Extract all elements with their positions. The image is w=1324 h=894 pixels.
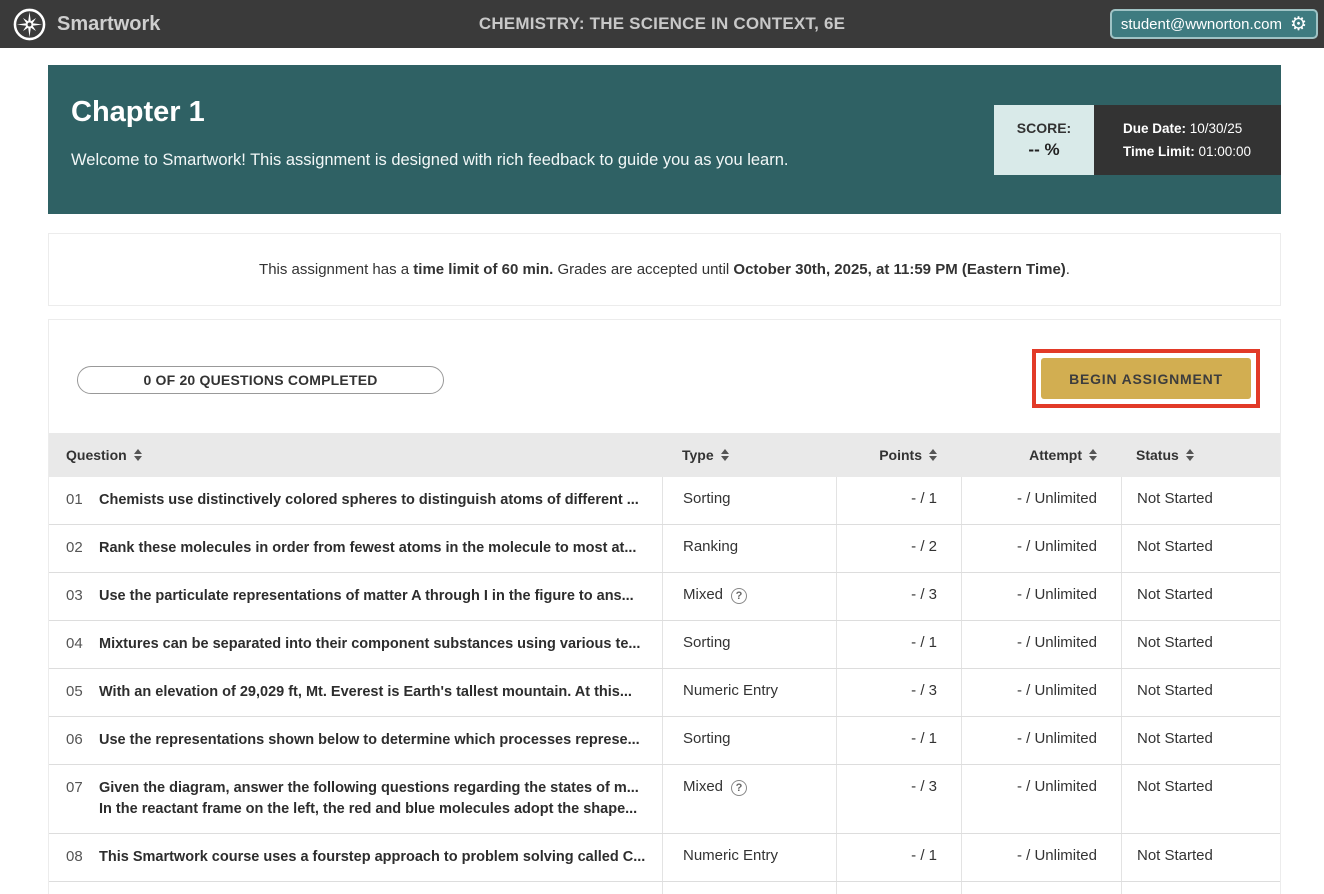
brand-name: Smartwork [57,12,161,35]
question-number: 07 [66,779,83,796]
info-due-date: October 30th, 2025, at 11:59 PM (Eastern Time) [733,261,1066,278]
question-link[interactable]: This Smartwork course uses a fourstep approach to problem solving called C... [99,849,646,865]
assignment-panel [48,319,1281,894]
question-status: Not Started [1121,573,1280,620]
question-points: - / 1 [836,834,961,881]
question-status: Not Started [1121,621,1280,668]
question-type: Sorting [683,634,731,651]
column-label-points: Points [879,447,922,463]
time-limit-line [1123,144,1281,159]
question-attempt: - / Unlimited [961,477,1121,524]
question-link[interactable]: Use the particulate representations of matter A through I in the figure to ans... [99,588,634,604]
question-attempt: - / Unlimited [961,717,1121,764]
question-link[interactable]: Given the diagram, answer the following questions regarding the states of m... [99,780,639,796]
question-type: Sorting [683,490,731,507]
column-label-type: Type [682,447,714,463]
time-limit-value: 01:00:00 [1194,144,1252,159]
begin-assignment-button[interactable]: BEGIN ASSIGNMENT [1041,358,1251,399]
question-status: Not Started [1121,834,1280,881]
assignment-header [48,65,1281,214]
due-date-value: 10/30/25 [1186,121,1243,136]
assignment-description: Welcome to Smartwork! This assignment is designed with rich feedback to guide you as you learn. [71,151,789,169]
question-type: Sorting [683,730,731,747]
table-row [49,525,1280,573]
question-status: Not Started [1121,717,1280,764]
question-number: 03 [66,587,83,604]
top-bar [0,0,1324,48]
help-icon[interactable]: ? [731,780,747,796]
page-title: Chapter 1 [71,96,205,128]
question-points: - / 1 [836,621,961,668]
question-type: Ranking [683,538,739,555]
info-text-middle: Grades are accepted until [553,261,734,278]
question-link[interactable]: Mixtures can be separated into their component substances using various te... [99,636,641,652]
question-number: 01 [66,491,83,508]
due-date-line [1123,121,1281,136]
progress-pill: 0 OF 20 QUESTIONS COMPLETED [77,366,444,394]
score-value: -- % [1028,140,1060,159]
column-label-status: Status [1136,447,1179,463]
question-attempt: - / Unlimited [961,621,1121,668]
question-points: - / 3 [836,573,961,620]
question-attempt: - / Unlimited [961,669,1121,716]
info-time-limit: time limit of 60 min. [413,261,554,278]
info-banner [48,233,1281,306]
due-info-box [1094,105,1281,175]
question-points: - / 1 [836,477,961,524]
help-icon[interactable]: ? [731,588,747,604]
table-header [49,433,1280,477]
question-attempt: - / Unlimited [961,834,1121,881]
column-header-question[interactable] [49,447,662,463]
sort-icon [721,449,729,461]
question-status: Not Started [1121,525,1280,572]
info-text-prefix: This assignment has a [259,261,414,278]
score-box [994,105,1094,175]
table-row [49,621,1280,669]
question-number: 04 [66,635,83,652]
info-text-suffix: . [1065,261,1070,278]
column-header-points[interactable] [836,447,961,463]
click-annotation-box [1032,349,1260,408]
table-row [49,834,1280,882]
question-type: Mixed [683,586,724,603]
time-limit-label: Time Limit: [1123,144,1195,159]
sort-icon [134,449,142,461]
panel-toolbar [49,320,1280,433]
table-row [49,477,1280,525]
table-row [49,765,1280,834]
question-status: Not Started [1121,669,1280,716]
course-title: CHEMISTRY: THE SCIENCE IN CONTEXT, 6E [478,14,846,33]
question-type: Mixed [683,778,724,795]
sort-icon [1089,449,1097,461]
question-link[interactable]: Chemists use distinctively colored spheres to distinguish atoms of different ... [99,492,639,508]
table-row [49,717,1280,765]
column-header-type[interactable] [662,447,836,463]
sort-icon [1186,449,1194,461]
score-label: SCORE: [1016,120,1072,136]
question-number: 05 [66,683,83,700]
question-type: Numeric Entry [683,682,779,699]
smartwork-logo-icon [13,8,46,41]
question-points: - / 2 [836,525,961,572]
table-row [49,573,1280,621]
question-link[interactable]: Rank these molecules in order from fewest atoms in the molecule to most at... [99,540,637,556]
question-attempt: - / Unlimited [961,765,1121,833]
column-label-attempt: Attempt [1029,447,1082,463]
gear-icon[interactable]: ⚙ [1289,13,1307,35]
score-group [994,105,1281,175]
question-attempt: - / Unlimited [961,573,1121,620]
question-number: 08 [66,848,83,865]
question-points: - / 3 [836,669,961,716]
question-attempt: - / Unlimited [961,525,1121,572]
due-date-label: Due Date: [1123,121,1187,136]
question-link-line2[interactable]: In the reactant frame on the left, the red and blue molecules adopt the shape... [99,801,638,817]
question-number: 02 [66,539,83,556]
user-email: student@wwnorton.com [1120,15,1282,33]
table-row-partial [49,882,1280,894]
question-type: Numeric Entry [683,847,779,864]
question-status: Not Started [1121,765,1280,833]
table-row [49,669,1280,717]
question-link[interactable]: Use the representations shown below to determine which processes represe... [99,732,640,748]
question-points: - / 1 [836,717,961,764]
column-header-attempt[interactable] [961,447,1121,463]
user-account-button[interactable] [1110,9,1318,39]
question-status: Not Started [1121,477,1280,524]
column-label-question: Question [66,447,127,463]
sort-icon [929,449,937,461]
column-header-status[interactable] [1121,447,1280,463]
question-points: - / 3 [836,765,961,833]
question-link[interactable]: With an elevation of 29,029 ft, Mt. Everest is Earth's tallest mountain. At this... [99,684,632,700]
question-number: 06 [66,731,83,748]
